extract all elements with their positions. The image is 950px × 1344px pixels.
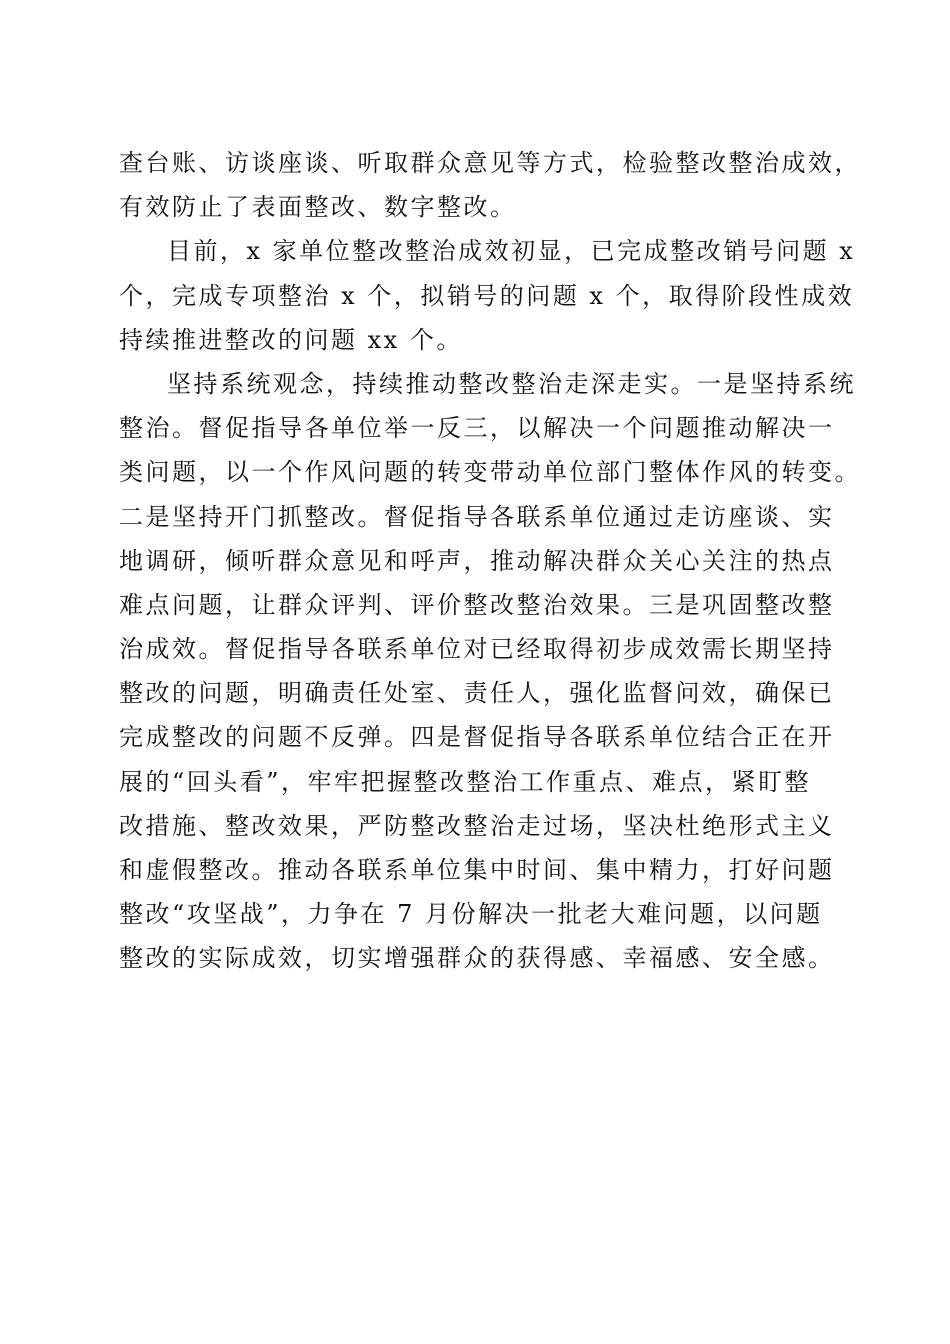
text-line: 个，完成专项整治 x 个，拟销号的问题 x 个，取得阶段性成效 [119, 281, 855, 310]
text-line: 二是坚持开门抓整改。督促指导各联系单位通过走访座谈、实 [119, 502, 835, 531]
text-line: 整改的问题，明确责任处室、责任人，强化监督问效，确保已 [119, 679, 835, 708]
text-line: 地调研，倾听群众意见和呼声，推动解决群众关心关注的热点 [119, 546, 835, 575]
text-line: 难点问题，让群众评判、评价整改整治效果。三是巩固整改整 [119, 590, 835, 619]
text-line: 持续推进整改的问题 xx 个。 [119, 325, 463, 354]
text-line: 治成效。督促指导各联系单位对已经取得初步成效需长期坚持 [119, 635, 835, 664]
paragraph-progress [119, 229, 856, 362]
text-line: 类问题，以一个作风问题的转变带动单位部门整体作风的转变。 [119, 458, 861, 487]
text-line: 整改的实际成效，切实增强群众的获得感、幸福感、安全感。 [119, 944, 835, 973]
document-body [119, 141, 861, 981]
text-line: 坚持系统观念，持续推动整改整治走深走实。一是坚持系统 [167, 369, 856, 398]
text-line: 展的“回头看”，牢牢把握整改整治工作重点、难点，紧盯整 [119, 767, 812, 796]
text-line: 整治。督促指导各单位举一反三，以解决一个问题推动解决一 [119, 414, 835, 443]
paragraph-systematic-rectification [119, 362, 861, 981]
text-line: 目前，x 家单位整改整治成效初显，已完成整改销号问题 x [167, 237, 856, 266]
text-line: 整改“攻坚战”，力争在 7 月份解决一批老大难问题，以问题 [119, 900, 823, 929]
text-line: 改措施、整改效果，严防整改整治走过场，坚决杜绝形式主义 [119, 811, 835, 840]
text-line: 查台账、访谈座谈、听取群众意见等方式，检验整改整治成效， [119, 149, 861, 177]
text-line: 和虚假整改。推动各联系单位集中时间、集中精力，打好问题 [119, 856, 835, 884]
text-line: 完成整改的问题不反弹。四是督促指导各联系单位结合正在开 [119, 723, 835, 752]
paragraph-verification [119, 141, 861, 229]
text-line: 有效防止了表面整改、数字整改。 [119, 193, 517, 222]
